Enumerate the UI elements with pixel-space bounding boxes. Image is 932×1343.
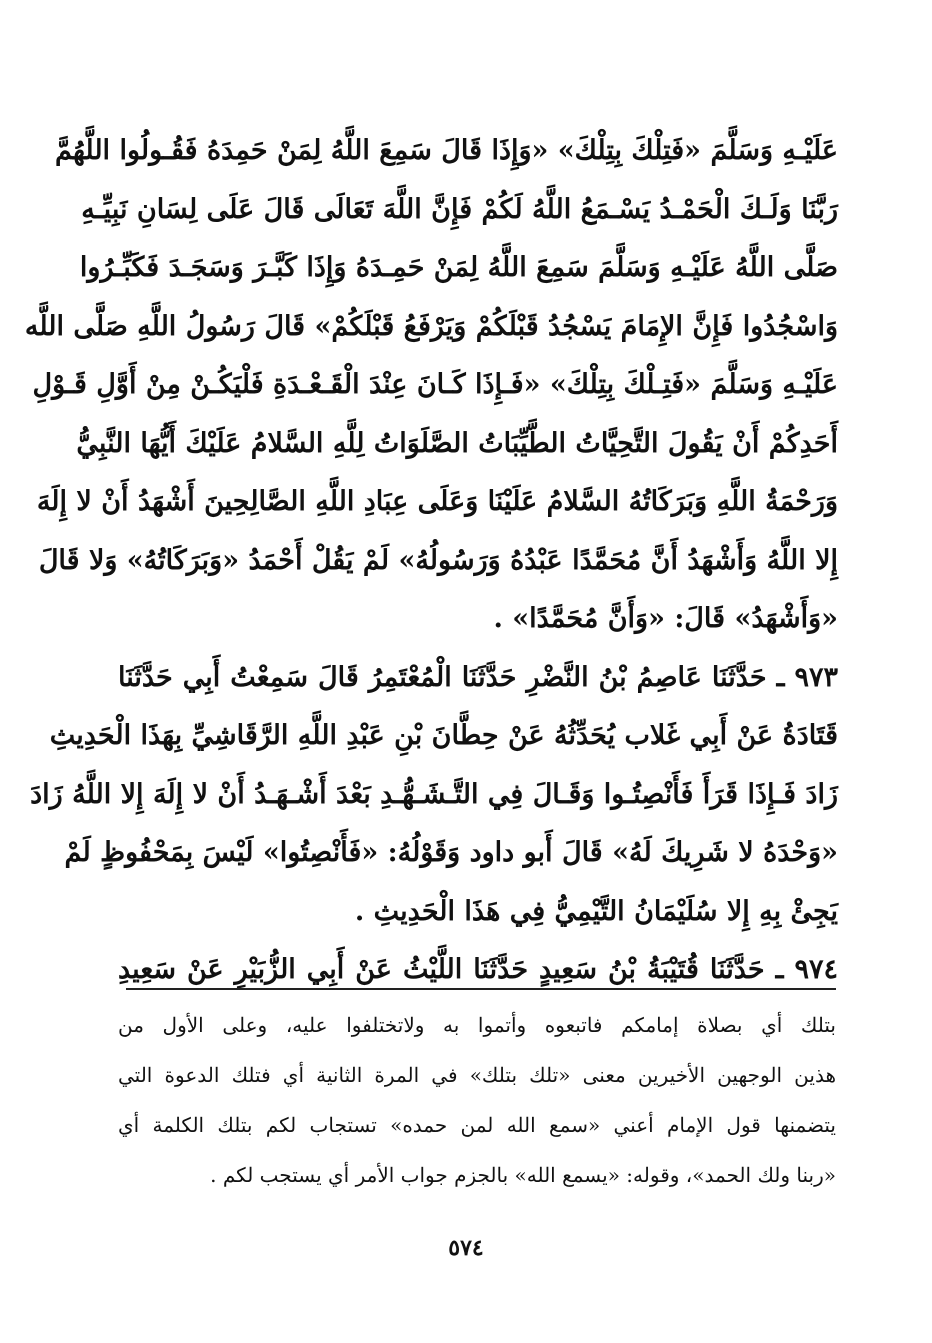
footnote-line: «ربنا ولك الحمد»، وقوله: «يسمع الله» بالجزم جواب الأمر أي يستجب لكم . (210, 1163, 836, 1187)
text-line: عَلَيْـهِ وَسَلَّمَ «فَتِـلْكَ بِتِلْكَ» «فَـإِذَا كَـانَ عِنْدَ الْقَـعْـدَةِ فَلْيَكُـنْ مِنْ أَوَّلِ قَـوْلِ (32, 369, 838, 400)
text-line: وَاسْجُدُوا فَإِنَّ الإِمَامَ يَسْجُدُ قَبْلَكُمْ وَيَرْفَعُ قَبْلَكُمْ» قَالَ رَسُولُ اللَّهِ صَلَّى اللَّه (24, 310, 838, 342)
footnote-separator (126, 988, 836, 990)
page-number: ٥٧٤ (448, 1235, 484, 1261)
text-line: «وَحْدَهُ لا شَرِيكَ لَهُ» قَالَ أَبو داود وَقَوْلُهُ: «فَأَنْصِتُوا» لَيْسَ بِمَحْفُوظٍ لَمْ (64, 837, 838, 868)
text-line: رَبَّنَا وَلَـكَ الْحَمْـدُ يَسْـمَعُ اللَّهُ لَكُمْ فَإِنَّ اللَّهَ تَعَالَى قَالَ عَلَى لِسَانِ نَبِيِّـهِ (81, 193, 838, 225)
text-line: وَرَحْمَةُ اللَّهِ وَبَرَكَاتُهُ السَّلامُ عَلَيْنَا وَعَلَى عِبَادِ اللَّهِ الصَّالِحِينَ أَشْهَدُ أَنْ لا إِلَهَ (36, 486, 838, 517)
main-text-block (24, 122, 838, 1000)
text-line: أَحَدِكُمْ أَنْ يَقُولَ التَّحِيَّاتُ الطَّيِّبَاتُ الصَّلَوَاتُ لِلَّهِ السَّلامُ عَلَيْكَ أَيُّهَا النَّبِيُّ (76, 427, 838, 459)
text-line: زَادَ فَـإِذَا قَرَأَ فَأَنْصِتُـوا وَقَـالَ فِي التَّـشَـهُّـدِ بَعْدَ أَشْـهَـدُ أَنْ لا إِلَهَ إِلا اللَّهُ زَادَ (30, 778, 838, 810)
footnote-line: بتلك أي بصلاة إمامكم فاتبعوه وأتموا به ولاتختلفوا عليه، وعلى الأول من (118, 1013, 836, 1037)
text-line: «وَأَشْهَدُ» قَالَ: «وَأَنَّ مُحَمَّدًا» . (493, 603, 838, 634)
footnote-line: يتضمنها قول الإمام أعني «سمع الله لمن حمده» تستجاب لكم بتلك الكلمة أي (118, 1113, 836, 1137)
text-line: عَلَيْـهِ وَسَلَّمَ «فَتِلْكَ بِتِلْكَ» «وَإِذَا قَالَ سَمِعَ اللَّهُ لِمَنْ حَمِدَهُ فَقُـولُوا اللَّهُمَّ (54, 135, 838, 166)
footnote-block (118, 1000, 836, 1200)
text-line: إِلا اللَّهُ وَأَشْهَدُ أَنَّ مُحَمَّدًا عَبْدُهُ وَرَسُولُهُ» لَمْ يَقُلْ أَحْمَدُ «وَبَرَكَاتُهُ» وَلا قَالَ (38, 544, 838, 576)
text-line: يَجِئْ بِهِ إِلا سُلَيْمَانُ التَّيْمِيُّ فِي هَذَا الْحَدِيثِ . (354, 895, 838, 927)
hadith-973-line: ٩٧٣ ـ حَدَّثَنَا عَاصِمُ بْنُ النَّضْرِ حَدَّثَنَا الْمُعْتَمِرُ قَالَ سَمِعْتُ أَبِي حَدَّثَنَا (118, 661, 838, 693)
footnote-line: هذين الوجهين الأخيرين معنى «تلك بتلك» في المرة الثانية أي فتلك الدعوة التي (118, 1063, 836, 1087)
hadith-974-line: ٩٧٤ ـ حَدَّثَنَا قُتَيْبَةُ بْنُ سَعِيدٍ حَدَّثَنَا اللَّيْثُ عَنْ أَبِي الزُّبَيْرِ عَنْ سَعِيدِ (118, 954, 838, 985)
text-line: صَلَّى اللَّهُ عَلَيْـهِ وَسَلَّمَ سَمِعَ اللَّهُ لِمَنْ حَمِـدَهُ وَإِذَا كَبَّـرَ وَسَجَـدَ فَكَبِّـرُوا (79, 252, 838, 283)
text-line: قَتَادَةُ عَنْ أَبِي غَلاب يُحَدِّثُهُ عَنْ حِطَّانَ بْنِ عَبْدِ اللَّهِ الرَّقَاشِيِّ بِهَذَا الْحَدِيثِ (49, 720, 838, 751)
